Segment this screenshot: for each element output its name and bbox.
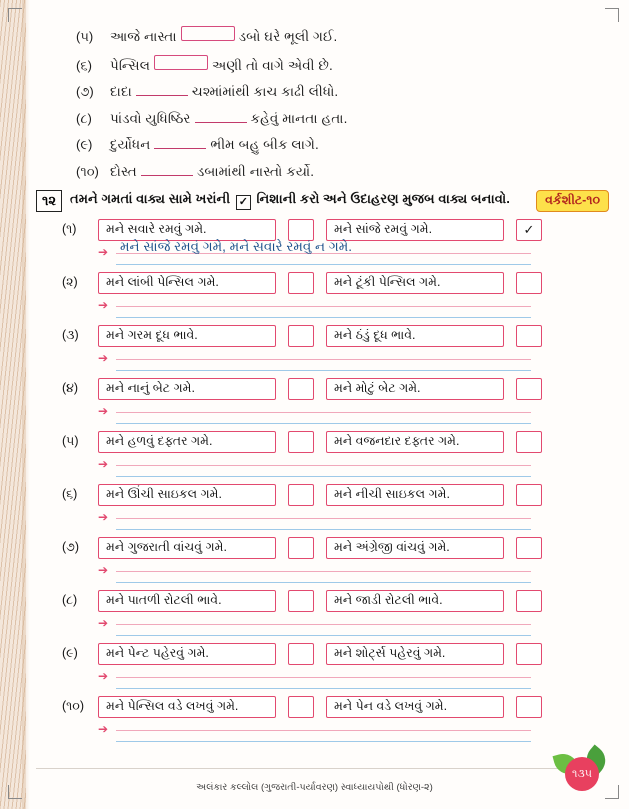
exercise-number: (૨) [62, 275, 78, 289]
arrow-icon: ➔ [98, 668, 109, 683]
sentence-option-right: મને વજનદાર દફ્તર ગમે. [326, 431, 504, 453]
answer-area[interactable] [98, 560, 609, 588]
checkbox-left[interactable] [288, 590, 314, 612]
fill-in-blank-number: (૭) [76, 84, 94, 99]
sentence-option-right: મને મોટું બેટ ગમે. [326, 378, 504, 400]
sentence-option-right: મને પેન વડે લખવું ગમે. [326, 696, 504, 718]
arrow-icon: ➔ [98, 562, 109, 577]
writing-line-red [116, 306, 531, 307]
fill-in-blank-text-before: પેન્સિલ [110, 57, 151, 73]
page-content [36, 26, 609, 749]
exercise-item [62, 378, 609, 429]
checkbox-right[interactable] [516, 325, 542, 347]
sentence-option-left: મને નાનું બેટ ગમે. [98, 378, 276, 400]
footer-divider [36, 768, 603, 769]
exercise-number: (૧) [62, 222, 77, 236]
exercise-number: (૩) [62, 328, 79, 342]
exercise-number: (૯) [62, 646, 78, 660]
writing-line-red [116, 412, 531, 413]
answer-blank[interactable] [136, 83, 188, 96]
fill-in-blank-text-before: દાદા [110, 84, 132, 99]
page-number-badge [559, 751, 605, 797]
writing-line-red [116, 359, 531, 360]
exercise-row [62, 378, 609, 400]
writing-line-red [116, 624, 531, 625]
fill-in-blank-row [76, 26, 609, 45]
arrow-icon: ➔ [98, 350, 109, 365]
checkbox-left[interactable] [288, 325, 314, 347]
checkbox-right[interactable] [516, 272, 542, 294]
fill-in-blank-row [76, 136, 609, 153]
checkbox-right[interactable] [516, 590, 542, 612]
arrow-icon: ➔ [98, 456, 109, 471]
fill-in-blank-text-after: કહેવું માનતા હતા. [250, 110, 348, 126]
arrow-icon: ➔ [98, 403, 109, 418]
fill-in-blank-number: (૬) [76, 57, 92, 73]
checkbox-right[interactable] [516, 431, 542, 453]
writing-line-blue [116, 317, 531, 318]
sentence-option-left: મને ઊંચી સાઇકલ ગમે. [98, 484, 276, 506]
exercise-item [62, 643, 609, 694]
decorative-edge-texture [0, 0, 26, 809]
checkbox-right[interactable]: ✓ [516, 219, 542, 241]
fill-in-blank-row [76, 55, 609, 74]
answer-blank[interactable] [195, 110, 247, 123]
answer-blank[interactable] [154, 55, 208, 70]
answer-area[interactable] [98, 507, 609, 535]
fill-in-blank-number: (૫) [76, 29, 94, 44]
exercise-row [62, 325, 609, 347]
sentence-option-left: મને પાતળી રોટલી ભાવે. [98, 590, 276, 612]
sentence-option-right: મને જાડી રોટલી ભાવે. [326, 590, 504, 612]
fill-in-blank-text-before: દોસ્ત [110, 163, 137, 179]
answer-area[interactable] [98, 238, 609, 270]
arrow-icon: ➔ [98, 721, 109, 736]
fill-in-blank-text-before: પાંડવો યુધિષ્ઠિર [110, 110, 191, 126]
fill-in-blank-number: (૮) [76, 110, 92, 126]
writing-line-red [116, 518, 531, 519]
exercise-row [62, 643, 609, 665]
fill-in-blank-row [76, 83, 609, 100]
sentence-option-left: મને લાંબી પેન્સિલ ગમે. [98, 272, 276, 294]
exercise-item [62, 696, 609, 747]
writing-line-blue [116, 635, 531, 636]
answer-area[interactable] [98, 401, 609, 429]
exercise-item [62, 325, 609, 376]
question-12-text-part1: તમને ગમતાં વાક્ય સામે ખરાંની [70, 191, 231, 206]
sentence-option-left: મને ગુજરાતી વાંચવું ગમે. [98, 537, 276, 559]
sentence-option-left: મને હળવું દફ્તર ગમે. [98, 431, 276, 453]
writing-line-blue [116, 582, 531, 583]
fill-in-blank-row [76, 110, 609, 127]
sentence-option-right: મને શોર્ટ્સ પહેરવું ગમે. [326, 643, 504, 665]
checkbox-left[interactable] [288, 696, 314, 718]
fill-in-blank-text-before: દુર્યોધન [110, 137, 151, 152]
fill-in-blank-text-after: ચશ્માંમાંથી કાચ કાઢી લીધો. [191, 84, 339, 99]
fill-in-blank-text-after: ડબામાંથી નાસ્તો કર્યો. [196, 163, 315, 179]
sentence-option-left: મને સવારે રમવું ગમે. [98, 219, 276, 241]
checkbox-right[interactable] [516, 484, 542, 506]
exercise-number: (૪) [62, 381, 79, 395]
checkbox-left[interactable] [288, 537, 314, 559]
exercise-number: (૭) [62, 540, 80, 554]
exercise-row [62, 272, 609, 294]
footer-text: અલંકાર કલ્લોલ (ગુજરાતી-પર્યાવરણ) સ્વાધ્યાયપોથી (ધોરણ-૨) [196, 782, 433, 793]
exercise-number: (૮) [62, 593, 78, 607]
fill-in-blank-number: (૯) [76, 137, 93, 152]
writing-line-blue [116, 476, 531, 477]
exercise-number: (૧૦) [62, 699, 84, 713]
answer-area[interactable] [98, 454, 609, 482]
sentence-option-right: મને ઠંડું દૂધ ભાવે. [326, 325, 504, 347]
writing-line-blue [116, 264, 531, 265]
checkbox-right[interactable] [516, 696, 542, 718]
arrow-icon: ➔ [98, 297, 109, 312]
exercise-item [62, 590, 609, 641]
arrow-icon: ➔ [98, 509, 109, 524]
exercise-list [36, 219, 609, 747]
checkbox-left[interactable] [288, 484, 314, 506]
checkbox-left[interactable] [288, 378, 314, 400]
exercise-row [62, 537, 609, 559]
answer-text: મને સાંજે રમવું ગમે, મને સવારે રમવું ન ગમે. [120, 238, 353, 254]
exercise-row [62, 484, 609, 506]
sentence-option-right: મને અંગ્રેજી વાંચવું ગમે. [326, 537, 504, 559]
checkbox-right[interactable] [516, 537, 542, 559]
writing-line-red [116, 465, 531, 466]
exercise-item [62, 484, 609, 535]
answer-blank[interactable] [154, 136, 206, 149]
writing-line-blue [116, 423, 531, 424]
writing-line-blue [116, 741, 531, 742]
question-12-instruction [70, 191, 530, 210]
exercise-item [62, 272, 609, 323]
answer-area[interactable] [98, 295, 609, 323]
writing-line-blue [116, 688, 531, 689]
fill-in-blank-text-after: ભીમ બહુ બીક લાગે. [210, 137, 319, 152]
exercise-row [62, 590, 609, 612]
writing-line-red [116, 571, 531, 572]
exercise-number: (૫) [62, 434, 79, 448]
checkbox-right[interactable] [516, 378, 542, 400]
exercise-number: (૬) [62, 487, 78, 501]
sentence-option-right: મને સાંજે રમવું ગમે. [326, 219, 504, 241]
sentence-option-left: મને પેન્સિલ વડે લખવું ગમે. [98, 696, 276, 718]
crop-mark-top-left [8, 8, 22, 22]
fill-in-the-blank-list [36, 26, 609, 180]
answer-area[interactable] [98, 348, 609, 376]
answer-area[interactable] [98, 719, 609, 747]
fill-in-blank-text-after: અણી તો વાગે એવી છે. [212, 57, 333, 73]
exercise-item [62, 431, 609, 482]
checkbox-left[interactable] [288, 431, 314, 453]
worksheet-badge: વર્કશીટ-૧૦ [536, 190, 609, 212]
fill-in-blank-text-before: આજે નાસ્તા [110, 29, 177, 44]
sentence-option-left: મને ગરમ દૂધ ભાવે. [98, 325, 276, 347]
question-number-box: ૧૨ [36, 190, 62, 212]
question-12-text-part2: નિશાની કરો અને ઉદાહરણ મુજબ વાક્ય બનાવો. [256, 191, 510, 206]
answer-blank[interactable] [141, 163, 193, 176]
fill-in-blank-text-after: ડબો ઘરે ભૂલી ગઈ. [238, 29, 338, 44]
fill-in-blank-row [76, 163, 609, 180]
exercise-item [62, 537, 609, 588]
question-12-header [36, 190, 609, 212]
arrow-icon: ➔ [98, 615, 109, 630]
checkbox-left[interactable] [288, 643, 314, 665]
writing-line-blue [116, 370, 531, 371]
fill-in-blank-number: (૧૦) [76, 163, 99, 179]
sentence-option-left: મને પેન્ટ પહેરવું ગમે. [98, 643, 276, 665]
tick-icon: ✓ [236, 195, 251, 210]
answer-area[interactable] [98, 613, 609, 641]
sentence-option-right: મને નીચી સાઇકલ ગમે. [326, 484, 504, 506]
exercise-item [62, 219, 609, 270]
checkbox-right[interactable] [516, 643, 542, 665]
writing-line-blue [116, 529, 531, 530]
answer-area[interactable] [98, 666, 609, 694]
writing-line-red [116, 677, 531, 678]
answer-blank[interactable] [181, 26, 235, 41]
crop-mark-top-right [605, 8, 619, 22]
arrow-icon: ➔ [98, 244, 109, 259]
exercise-row [62, 696, 609, 718]
exercise-row [62, 431, 609, 453]
page-number: ૧૩૫ [565, 757, 599, 791]
checkbox-left[interactable] [288, 219, 314, 241]
checkbox-left[interactable] [288, 272, 314, 294]
writing-line-red [116, 730, 531, 731]
sentence-option-right: મને ટૂંકી પેન્સિલ ગમે. [326, 272, 504, 294]
exercise-row [62, 219, 609, 241]
